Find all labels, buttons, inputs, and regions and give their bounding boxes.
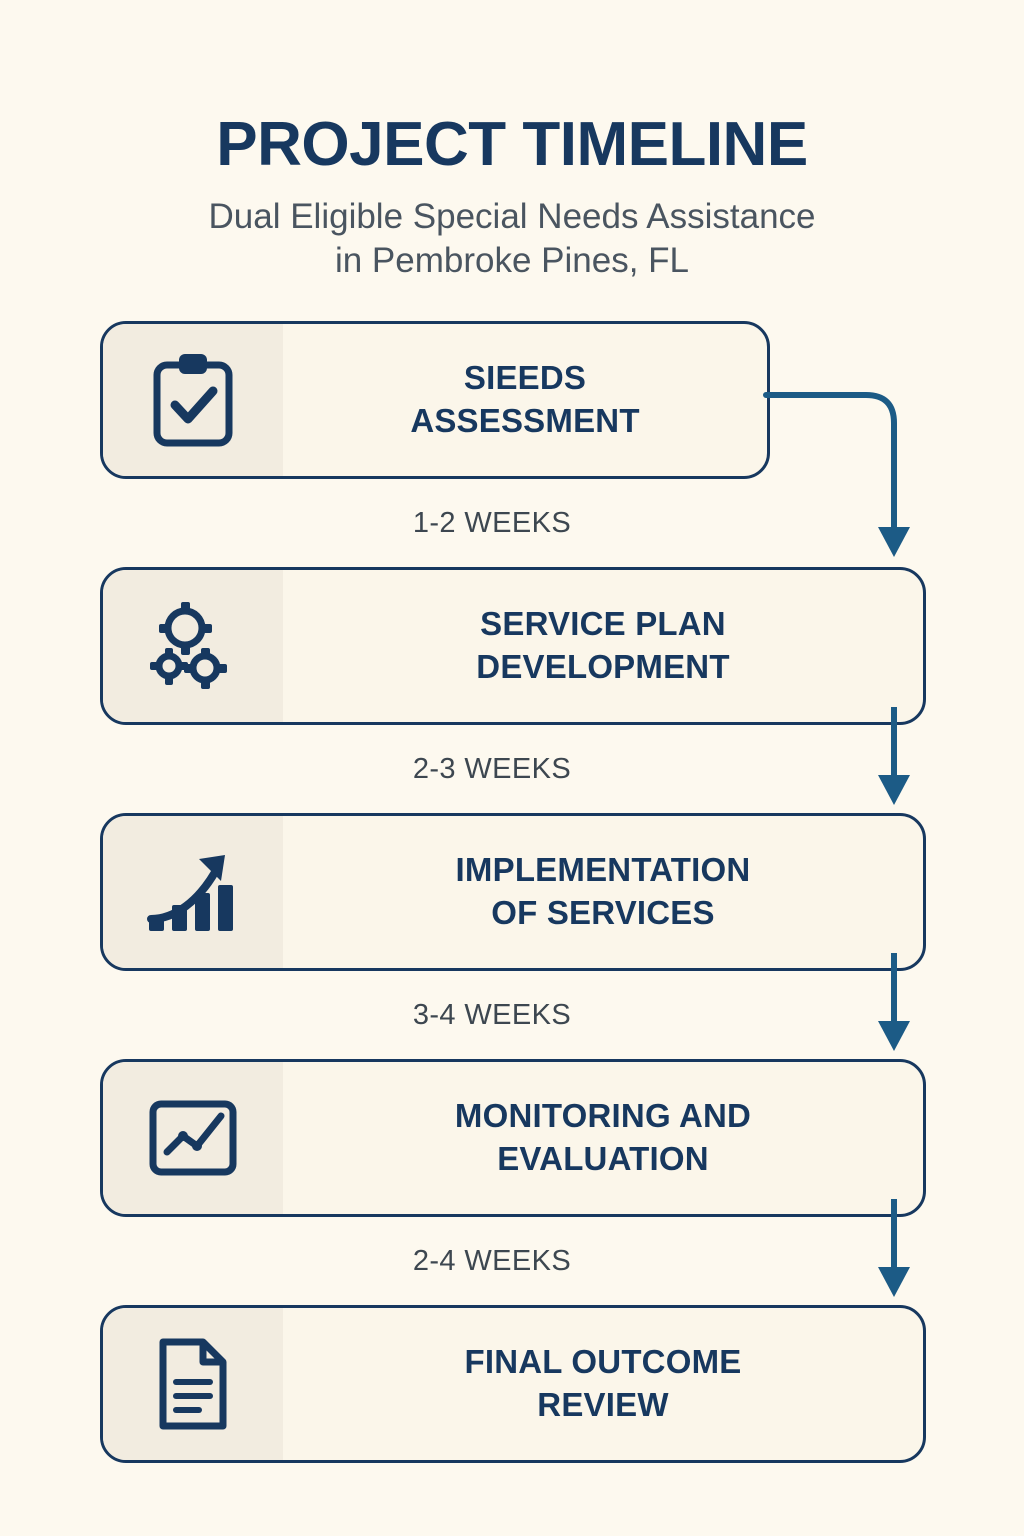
duration-1 xyxy=(0,479,1024,567)
step-label-line-1: SIEEDS xyxy=(463,359,587,397)
timeline-step-row xyxy=(0,567,1024,725)
step-label xyxy=(283,1095,923,1179)
step-card-needs-assessment[interactable] xyxy=(100,321,770,479)
step-label-line-1: IMPLEMENTATION xyxy=(455,851,751,889)
duration-4-text: 2-4 WEEKS xyxy=(412,1244,572,1277)
step-card-final-outcome-review[interactable] xyxy=(100,1305,926,1463)
step-label-line-1: SERVICE PLAN xyxy=(480,605,726,643)
step-label-line-2: DEVELOPMENT xyxy=(476,647,730,685)
step-label xyxy=(283,849,923,933)
subtitle-line-2: in Pembroke Pines, FL xyxy=(334,240,690,280)
line-chart-monitor-icon xyxy=(103,1062,283,1214)
clipboard-check-icon xyxy=(103,324,283,476)
document-icon xyxy=(103,1308,283,1460)
step-card-service-plan-development[interactable] xyxy=(100,567,926,725)
page-subtitle xyxy=(117,195,907,283)
subtitle-line-1: Dual Eligible Special Needs Assistance xyxy=(208,197,816,237)
step-label-line-2: EVALUATION xyxy=(497,1139,709,1177)
page-title: PROJECT TIMELINE xyxy=(216,110,808,179)
duration-3 xyxy=(0,971,1024,1059)
step-label-line-2: OF SERVICES xyxy=(491,893,715,931)
timeline-step-row xyxy=(0,813,1024,971)
duration-1-text: 1-2 WEEKS xyxy=(412,506,572,539)
growth-chart-icon xyxy=(103,816,283,968)
step-card-implementation-of-services[interactable] xyxy=(100,813,926,971)
duration-4 xyxy=(0,1217,1024,1305)
gears-icon xyxy=(103,570,283,722)
duration-2-text: 2-3 WEEKS xyxy=(412,752,572,785)
step-card-monitoring-and-evaluation[interactable] xyxy=(100,1059,926,1217)
step-label xyxy=(283,1341,923,1425)
timeline-step-row xyxy=(0,1305,1024,1463)
step-label-line-1: MONITORING AND xyxy=(454,1097,752,1135)
timeline xyxy=(0,321,1024,1463)
step-label xyxy=(283,603,923,687)
step-label-line-2: REVIEW xyxy=(537,1385,669,1423)
timeline-step-row xyxy=(0,321,1024,479)
duration-2 xyxy=(0,725,1024,813)
step-label xyxy=(283,357,767,441)
step-label-line-2: ASSESSMENT xyxy=(410,401,640,439)
timeline-step-row xyxy=(0,1059,1024,1217)
header xyxy=(0,0,1024,283)
step-label-line-1: FINAL OUTCOME xyxy=(464,1343,742,1381)
duration-3-text: 3-4 WEEKS xyxy=(412,998,572,1031)
